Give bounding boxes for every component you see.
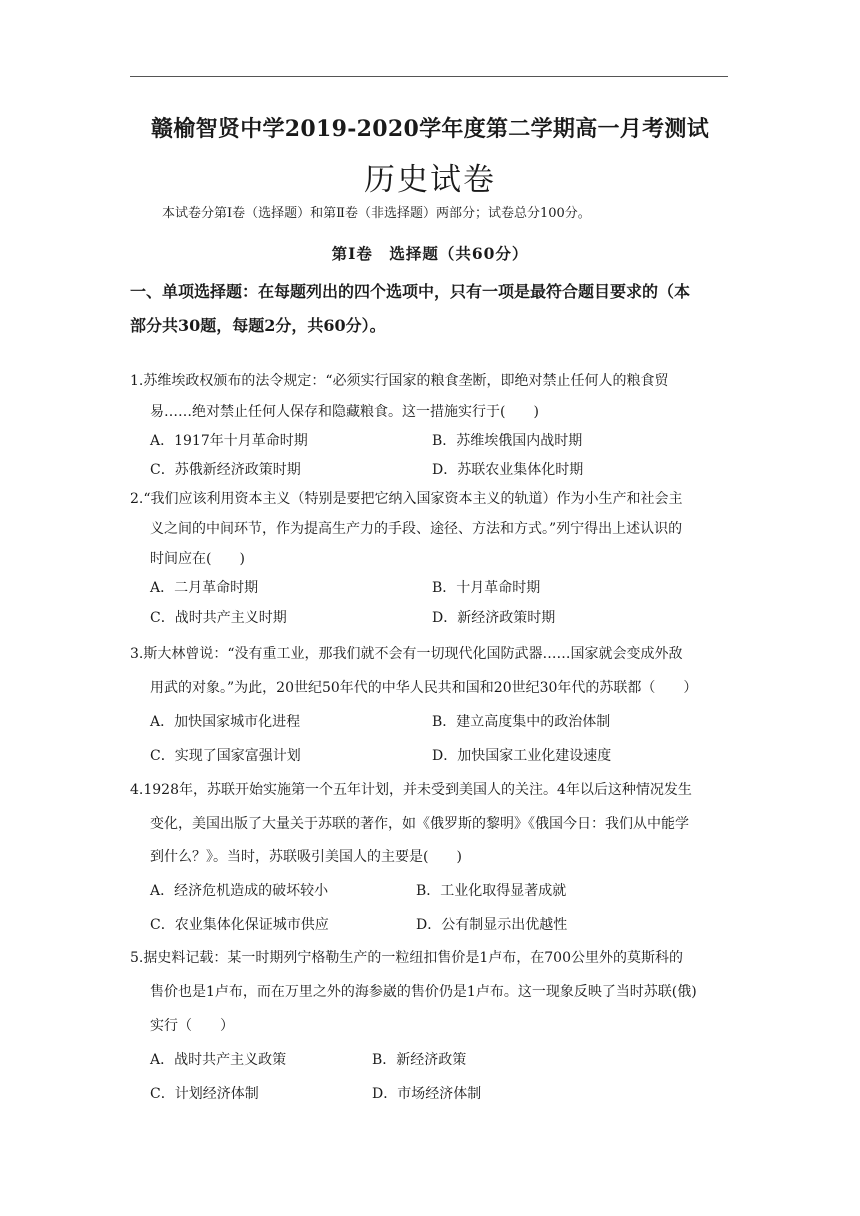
subject-title: 历史试卷 [364,162,496,198]
question-1-option-b[interactable]: B．苏维埃俄国内战时期 [432,433,583,449]
question-2-stem-line-2: 义之间的中间环节，作为提高生产力的手段、途径、方法和方式。”列宁得出上述认识的 [150,521,683,537]
question-5-option-c[interactable]: C．计划经济体制 [150,1086,259,1102]
question-4-option-b[interactable]: B．工业化取得显著成就 [416,883,567,899]
question-1-option-d[interactable]: D．苏联农业集体化时期 [432,462,584,478]
question-1-stem-line-1: 1.苏维埃政权颁布的法令规定：“必须实行国家的粮食垄断，即绝对禁止任何人的粮食贸 [130,373,669,389]
question-3-option-b[interactable]: B．建立高度集中的政治体制 [432,714,611,730]
question-5-stem-line-1: 5.据史料记载：某一时期列宁格勒生产的一粒纽扣售价是1卢布，在700公里外的莫斯科的 [130,950,683,966]
question-5-stem-line-2: 售价也是1卢布，而在万里之外的海参崴的售价仍是1卢布。这一现象反映了当时苏联(俄) [150,984,697,1000]
question-2-option-d[interactable]: D．新经济政策时期 [432,610,556,626]
section-instructions-line-1: 一、单项选择题：在每题列出的四个选项中，只有一项是最符合题目要求的（本 [130,282,691,301]
header-rule [130,76,728,77]
question-3-option-d[interactable]: D．加快国家工业化建设速度 [432,748,612,764]
question-3-stem-line-1: 3.斯大林曾说：“没有重工业，那我们就不会有一切现代化国防武器……国家就会变成外敌 [130,646,683,662]
paper-note: 本试卷分第Ⅰ卷（选择题）和第Ⅱ卷（非选择题）两部分；试卷总分100分。 [162,206,591,221]
section-title: 第Ⅰ卷 选择题（共60分） [331,244,529,263]
section-instructions-line-2: 部分共30题，每题2分，共60分）。 [130,316,386,335]
question-4-stem-line-2: 变化，美国出版了大量关于苏联的著作，如《俄罗斯的黎明》《俄国今日：我们从中能学 [150,816,689,832]
question-5-option-d[interactable]: D．市场经济体制 [372,1086,482,1102]
question-5-stem-line-3: 实行（ ） [150,1018,234,1034]
question-4-option-c[interactable]: C．农业集体化保证城市供应 [150,917,329,933]
question-4-stem-line-1: 4.1928年，苏联开始实施第一个五年计划，并未受到美国人的关注。4年以后这种情况发生 [130,782,692,798]
school-title: 赣榆智贤中学2019-2020学年度第二学期高一月考测试 [151,116,709,142]
question-1-option-c[interactable]: C．苏俄新经济政策时期 [150,462,301,478]
question-2-option-a[interactable]: A．二月革命时期 [150,580,259,596]
question-2-stem-line-3: 时间应在( ) [150,551,245,567]
question-3-option-a[interactable]: A．加快国家城市化进程 [150,714,301,730]
question-3-option-c[interactable]: C．实现了国家富强计划 [150,748,301,764]
question-2-option-c[interactable]: C．战时共产主义时期 [150,610,287,626]
question-4-option-d[interactable]: D．公有制显示出优越性 [416,917,568,933]
question-4-option-a[interactable]: A．经济危机造成的破坏较小 [150,883,329,899]
question-3-stem-line-2: 用武的对象。”为此，20世纪50年代的中华人民共和国和20世纪30年代的苏联都（ ） [150,680,698,696]
question-1-option-a[interactable]: A．1917年十月革命时期 [150,433,308,449]
question-2-option-b[interactable]: B．十月革命时期 [432,580,541,596]
question-5-option-a[interactable]: A．战时共产主义政策 [150,1052,287,1068]
question-2-stem-line-1: 2.“我们应该利用资本主义（特别是要把它纳入国家资本主义的轨道）作为小生产和社会主 [130,491,683,507]
question-4-stem-line-3: 到什么？》。当时，苏联吸引美国人的主要是( ) [150,849,462,865]
question-5-option-b[interactable]: B．新经济政策 [372,1052,467,1068]
question-1-stem-line-2: 易……绝对禁止任何人保存和隐藏粮食。这一措施实行于( ) [150,404,539,420]
